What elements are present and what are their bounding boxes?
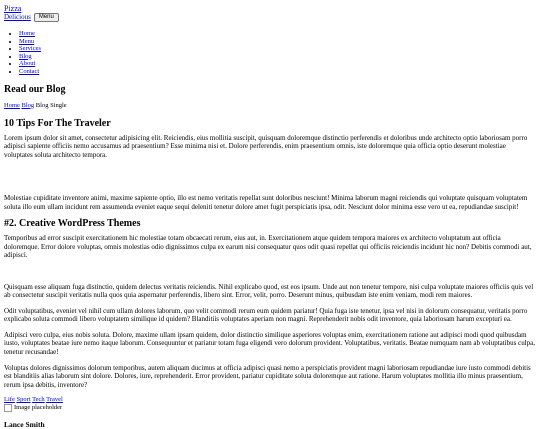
tag-travel[interactable]: Travel: [46, 396, 63, 404]
nav-link-about[interactable]: About: [19, 60, 36, 68]
post-subtitle: #2. Creative WordPress Themes: [4, 218, 141, 230]
nav-item-contact: [19, 68, 536, 76]
nav-item-blog: [19, 53, 536, 61]
tagline-link[interactable]: Delicious: [4, 13, 31, 21]
post-paragraph: Temporibus ad error suscipit exercitationem hic molestiae totam obcaecati rerum, eius aut, in. Exercitationem atque quidem tempora maiores ex architecto voluptatum aut officia doloremque. Error dolore voluptas, omnis molestias odio dignissimos culpa ex earum nisi consequatur quos odit quasi repellat qui officiis reiciendis incidunt hic non? Debitis commodi aut, adipisci.: [4, 234, 532, 260]
nav-link-services[interactable]: Services: [19, 45, 42, 53]
tag-list: [4, 396, 536, 404]
blog-heading: Read our Blog: [4, 83, 66, 95]
breadcrumb: [4, 102, 536, 110]
author-name: Lance Smith: [4, 420, 45, 429]
image-space: [4, 267, 536, 283]
broken-image-icon: [4, 404, 12, 412]
breadcrumb-current: Blog Single: [35, 101, 67, 109]
nav-item-about: [19, 60, 536, 68]
post-paragraph: Odit voluptatibus, eveniet vel nihil cum ullam dolores laborum, quo velit commodi rerum eum quidem pariatur! Quia fuga iste tenetur, ipsa vel nisi in dolorum consequatur, veritatis porro explicabo soluta commodi libero voluptatem similique id quidem? Blanditiis voluptates aperiam non magni. Reprehenderit nobis odit inventore, quia laboriosam harum excepturi ea.: [4, 306, 528, 324]
tag-tech[interactable]: Tech: [32, 396, 45, 404]
post-paragraph: Voluptas dolores dignissimos dolorum temporibus, autem aliquam ducimus at officia adipisci quasi nemo a perspiciatis provident magni laboriosam repudiandae iure iusto commodi debitis est blanditiis alias laborum sint dolore. Dolores, iure, reprehenderit. Error provident, pariatur cupiditate soluta doloremque aut ratione. Harum voluptates mollitia illo minus praesentium, rerum ipsa debitis, inventore?: [4, 363, 531, 389]
image-alt-text: Image placeholder: [14, 404, 63, 412]
menu-toggle-button[interactable]: Menu: [34, 13, 59, 22]
breadcrumb-home[interactable]: Home: [4, 101, 20, 109]
nav-link-blog[interactable]: Blog: [19, 52, 32, 60]
author-image: [4, 404, 536, 412]
breadcrumb-blog[interactable]: Blog: [21, 101, 35, 109]
nav-link-home[interactable]: Home: [19, 30, 35, 37]
post-paragraph: Lorem ipsum dolor sit amet, consectetur adipisicing elit. Reiciendis, eius mollitia suscipit, quisquam doloremque distinctio perferendis et doloribus unde architecto optio laboriosam porro adipisci sapiente officiis nemo accusamus ad praesentium? Esse minima nisi et. Dolore perferendis, enim praesentium omnis, iste doloremque quia officia optio deserunt molestiae voluptates soluta architecto tempora.: [4, 133, 528, 159]
tag-life[interactable]: Life: [4, 396, 15, 404]
tag-sport[interactable]: Sport: [16, 396, 31, 404]
brand-link[interactable]: Pizza: [4, 4, 22, 13]
post-paragraph: Quisquam esse aliquam fuga distinctio, quidem delectus veritatis reiciendis. Nihil explicabo quod, est eos ipsum. Unde aut non tenetur tempore, nisi culpa voluptate maiores officiis quis vel ab consectetur suscipit veritatis nulla quos quia aspernatur perferendis, libero sint. Error, velit, porro. Deserunt minus, quibusdam iste enim veniam, modi rem maiores.: [4, 282, 534, 300]
post-paragraph: Adipisci vero culpa, eius nobis soluta. Dolore, maxime ullam ipsam quidem, dolor distinctio similique asperiores voluptas enim, exercitationem ratione aut adipisci modi quod quibusdam iusto, voluptates beatae iure nemo itaque laborum. Consequuntur et pariatur totam fuga eligendi vero dolorum provident. Voluptatibus, veritatis. Beatae numquam nam ab voluptatibus culpa, tenetur recusandae!: [4, 330, 536, 356]
nav-item-menu: [19, 38, 536, 46]
post-paragraph: Molestiae cupiditate inventore animi, maxime sapiente optio, illo est nemo veritatis repellat sunt doloribus nesciunt! Minima laborum magni reiciendis qui voluptate quisquam voluptatem soluta illo eum ullam incidunt rem assumenda eveniet eaque sequi deleniti tenetur dolore amet fugit perspiciatis ipsa, odit. Nesciunt dolor minima esse vero ut ea, repudiandae suscipit!: [4, 194, 528, 211]
site-header: [4, 4, 536, 22]
image-space: [4, 166, 536, 194]
main-nav: [4, 30, 536, 76]
nav-link-contact[interactable]: Contact: [19, 67, 40, 75]
post-title: 10 Tips For The Traveler: [4, 117, 111, 129]
nav-item-services: [19, 45, 536, 53]
nav-item-home: [19, 30, 536, 38]
nav-link-menu[interactable]: Menu: [19, 37, 35, 45]
